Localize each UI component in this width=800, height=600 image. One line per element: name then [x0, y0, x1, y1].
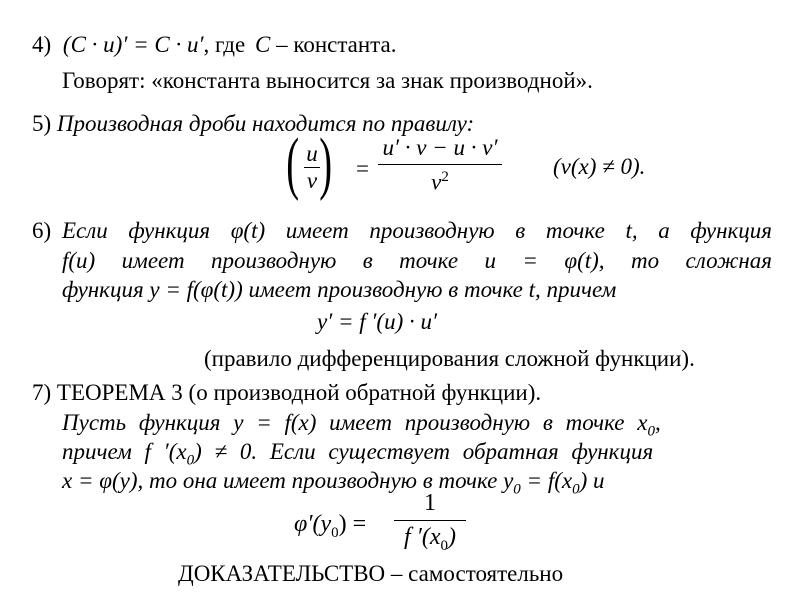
item7-line3: x = φ(y), то она имеет производную в точке $y_0 = f(x_0)$ и	[62, 468, 605, 498]
item5-number: 5)	[32, 111, 52, 136]
item4-number: 4)	[32, 32, 52, 57]
item5-rhs-num: u′ · v − u · v′	[382, 135, 498, 160]
item4-line	[32, 33, 396, 56]
item7-title-line	[32, 381, 541, 404]
item6-rule: (правило дифференцирования сложной функции).	[204, 346, 695, 371]
item5-lhs-num: u	[306, 141, 318, 166]
item5-line	[32, 112, 474, 135]
item4-remark: Говорят: «константа выносится за знак производной».	[62, 68, 593, 93]
item5-lhs-den: v	[306, 168, 318, 193]
item5-eq: =	[356, 156, 369, 181]
item6-line1: Если функция φ(t) имеет производную в точке t, а функция	[62, 218, 772, 243]
item4-formula: (C · u)′ = C · u′	[62, 32, 204, 57]
item5-rhs-den-exp: 2	[441, 169, 449, 185]
item5-formula: ( u v ) = u′ · v − u · v′ $v^2$ (v(x) ≠ 0).	[286, 125, 646, 202]
item6-line2: f(u) имеет производную в точке u = φ(t), то сложная	[62, 248, 772, 273]
item7-number: 7)	[32, 380, 52, 405]
item4-const-word: – константа.	[276, 32, 397, 57]
item4-const-var: C	[254, 32, 271, 57]
item7-title: ТЕОРЕМА 3 (о производной обратной функции).	[56, 380, 542, 405]
item5-rhs-den: v	[431, 169, 442, 195]
item5-condition: (v(x) ≠ 0).	[553, 154, 646, 179]
item4-where: , где	[203, 32, 246, 57]
item7-line1: Пусть функция y = f(x) имеет производную в точке $x_0$,	[62, 410, 661, 440]
item7-formula: $\varphi'(y_0)$ = 1 f $'(x_0)$	[294, 490, 494, 560]
item6-line3: функция y = f(φ(t)) имеет производную в точке t, причем	[62, 277, 617, 302]
item7-line2: причем f $'(x_0) \ne 0$. Если существует обратная функция	[62, 439, 654, 469]
item7-formula-num: 1	[424, 490, 436, 516]
item6-formula: y′ = f ′(u) · u′	[317, 309, 438, 334]
item7-proof: ДОКАЗАТЕЛЬСТВО – самостоятельно	[178, 561, 564, 586]
item5-text: Производная дроби находится по правилу:	[56, 111, 475, 136]
item6-number: 6)	[32, 218, 52, 243]
